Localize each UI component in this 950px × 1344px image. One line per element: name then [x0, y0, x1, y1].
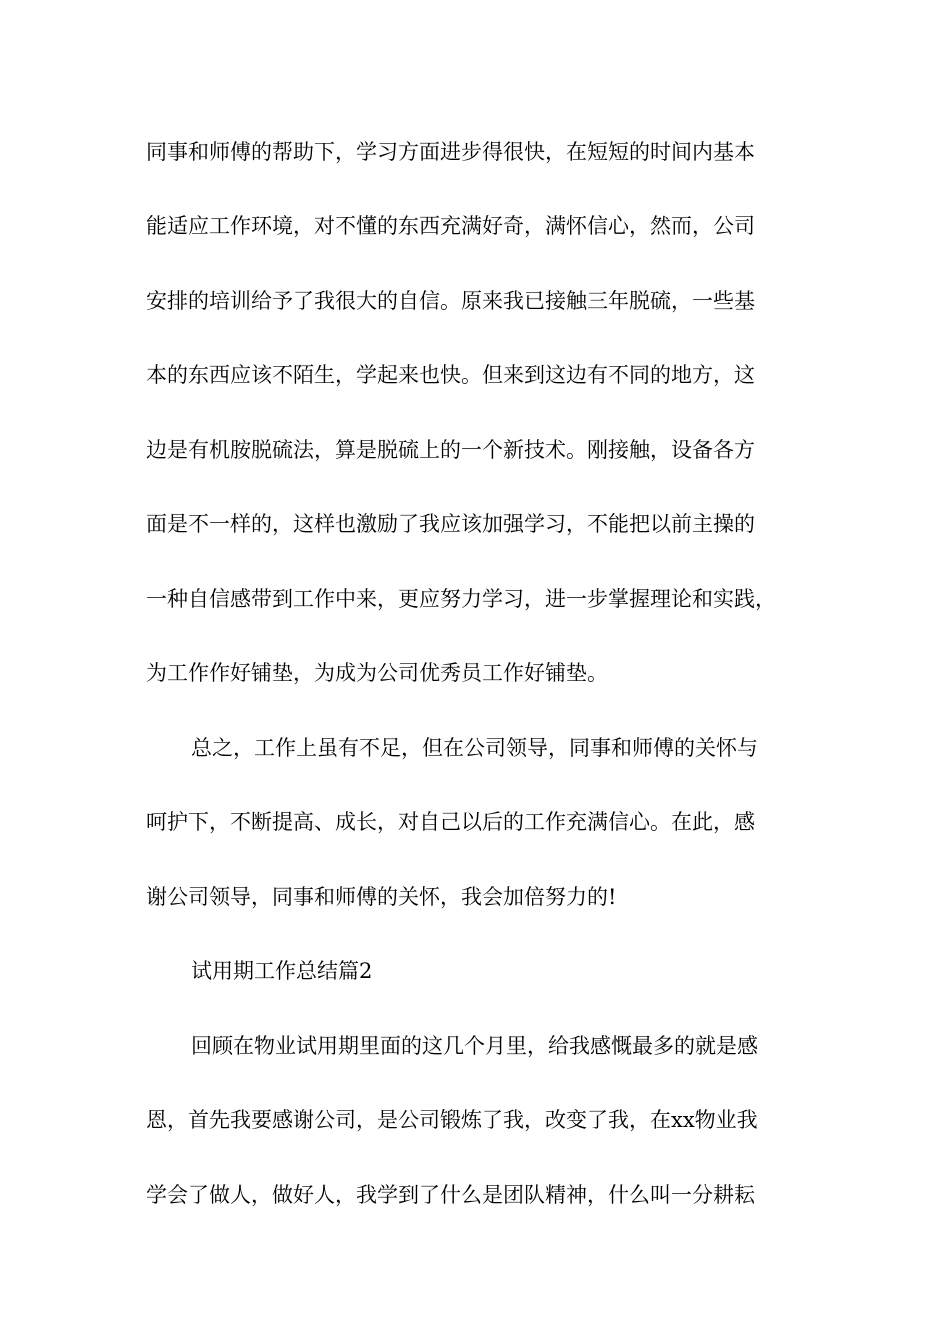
- paragraph-line: 面是不一样的，这样也激励了我应该加强学习，不能把以前主操的: [146, 512, 755, 536]
- paragraph-line: 为工作作好铺垫，为成为公司优秀员工作好铺垫。: [146, 661, 608, 685]
- paragraph-line: 安排的培训给予了我很大的自信。原来我已接触三年脱硫，一些基: [146, 289, 755, 313]
- paragraph-line: 能适应工作环境，对不懂的东西充满好奇，满怀信心，然而，公司: [146, 214, 755, 238]
- paragraph-line: 恩，首先我要感谢公司，是公司锻炼了我，改变了我，在xx物业我: [146, 1108, 758, 1132]
- paragraph-line: 边是有机胺脱硫法，算是脱硫上的一个新技术。刚接触，设备各方: [146, 438, 755, 462]
- paragraph-line: 总之，工作上虽有不足，但在公司领导，同事和师傅的关怀与: [191, 736, 758, 760]
- paragraph-line: 呵护下，不断提高、成长，对自己以后的工作充满信心。在此，感: [146, 810, 755, 834]
- paragraph-line: 学会了做人，做好人，我学到了什么是团队精神，什么叫一分耕耘: [146, 1183, 755, 1207]
- paragraph-line: 回顾在物业试用期里面的这几个月里，给我感慨最多的就是感: [191, 1034, 758, 1058]
- paragraph-line: 本的东西应该不陌生，学起来也快。但来到这边有不同的地方，这: [146, 363, 755, 387]
- paragraph-line: 谢公司领导，同事和师傅的关怀，我会加倍努力的!: [146, 885, 617, 909]
- section-heading: 试用期工作总结篇2: [191, 959, 373, 983]
- paragraph-line: 同事和师傅的帮助下，学习方面进步得很快，在短短的时间内基本: [146, 140, 755, 164]
- paragraph-line: 一种自信感带到工作中来，更应努力学习，进一步掌握理论和实践，: [146, 587, 776, 611]
